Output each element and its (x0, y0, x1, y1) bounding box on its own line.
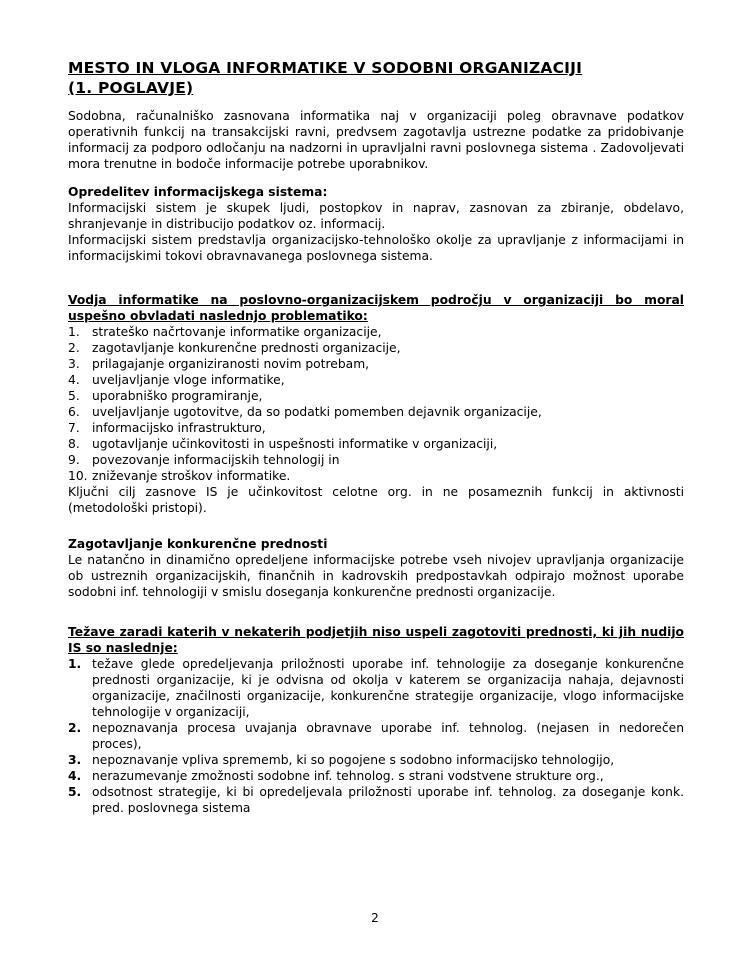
problems-heading: Težave zaradi katerih v nekaterih podjetjih niso uspeli zagotoviti prednosti, ki jih nudijo IS so naslednje: (68, 625, 684, 655)
list-item (68, 420, 684, 436)
list-item-number: 1. (68, 325, 80, 339)
list-item (68, 784, 684, 816)
list-item-text: težave glede opredeljevanja priložnosti uporabe inf. tehnologije za doseganje konkurenčne prednosti organizacije, ki je odvisna od okolja v katerem se organizacija nahaja, dejavnosti organizacije, značilnosti organizacije, konkurenčne strategije organizacije, vlogo informacijske tehnologije v organizaciji, (92, 657, 684, 719)
list-item-text: nepoznavanje vpliva sprememb, ki so pogojene s sodobno informacijsko tehnologijo, (92, 753, 615, 767)
list-item (68, 340, 684, 356)
list-item-text: uveljavljanje vloge informatike, (92, 373, 285, 387)
list-item-number: 3. (68, 753, 82, 767)
intro-paragraph: Sodobna, računalniško zasnovana informatika naj v organizaciji poleg obravnave podatkov operativnih funkcij na transakcijski ravni, predvsem zagotavlja ustrezne podatke za pridobivanje informacij za podporo odločanju na nadzorni in upravljalni ravni poslovnega sistema . Zadovoljevati mora trenutne in bodoče informacije potrebe uporabnikov. (68, 109, 684, 171)
list-item (68, 768, 684, 784)
list-item-text: nepoznavanja procesa uvajanja obravnave uporabe inf. tehnolog. (nejasen in nedorečen proces), (92, 721, 684, 751)
list-item-text: povezovanje informacijskih tehnologij in (92, 453, 340, 467)
list-item-text: ugotavljanje učinkovitosti in uspešnosti informatike v organizaciji, (92, 437, 498, 451)
title-line-2: (1. POGLAVJE) (68, 79, 194, 97)
list-item-text: prilagajanje organiziranosti novim potrebam, (92, 357, 370, 371)
manager-note: Ključni cilj zasnove IS je učinkovitost celotne org. in ne posameznih funkcij in aktivnosti (metodološki pristopi). (68, 485, 684, 515)
problems-list (68, 656, 684, 816)
list-item-text: zagotavljanje konkurenčne prednosti organizacije, (92, 341, 401, 355)
list-item-number: 5. (68, 785, 82, 799)
definition-heading: Opredelitev informacijskega sistema: (68, 185, 328, 199)
list-item-text: informacijsko infrastrukturo, (92, 421, 266, 435)
title-line-1: MESTO IN VLOGA INFORMATIKE V SODOBNI ORGANIZACIJI (68, 59, 583, 77)
list-item-text: uveljavljanje ugotovitve, da so podatki pomemben dejavnik organizacije, (92, 405, 542, 419)
list-item-text: zniževanje stroškov informatike. (92, 469, 291, 483)
list-item (68, 656, 684, 720)
list-item-number: 10. (68, 469, 88, 483)
list-item (68, 452, 684, 468)
list-item (68, 372, 684, 388)
list-item-text: uporabniško programiranje, (92, 389, 263, 403)
document-content (68, 58, 684, 816)
list-item (68, 324, 684, 340)
list-item-text: strateško načrtovanje informatike organizacije, (92, 325, 382, 339)
list-item (68, 720, 684, 752)
list-item (68, 752, 684, 768)
list-item-number: 4. (68, 769, 82, 783)
definition-paragraph-2: Informacijski sistem predstavlja organizacijsko-tehnološko okolje za upravljanje z informacijami in informacijskimi tokovi obravnavanega poslovnega sistema. (68, 233, 684, 263)
list-item-number: 5. (68, 389, 80, 403)
list-item (68, 468, 684, 484)
list-item (68, 404, 684, 420)
list-item-number: 9. (68, 453, 80, 467)
manager-list (68, 324, 684, 484)
list-item-number: 7. (68, 421, 80, 435)
manager-heading: Vodja informatike na poslovno-organizacijskem področju v organizaciji bo moral uspešno obvladati naslednjo problematiko: (68, 293, 684, 323)
definition-paragraph-1: Informacijski sistem je skupek ljudi, postopkov in naprav, zasnovan za zbiranje, obdelavo, shranjevanje in distribucijo podatkov oz. informacij. (68, 201, 684, 231)
list-item (68, 388, 684, 404)
list-item-number: 2. (68, 341, 80, 355)
list-item-text: odsotnost strategije, ki bi opredeljevala priložnosti uporabe inf. tehnolog. za doseganje konk. pred. poslovnega sistema (92, 785, 684, 815)
list-item-number: 8. (68, 437, 80, 451)
page-number: 2 (371, 911, 379, 925)
list-item-number: 2. (68, 721, 82, 735)
list-item-number: 3. (68, 357, 80, 371)
page-title (68, 58, 684, 98)
list-item-number: 4. (68, 373, 80, 387)
advantage-heading: Zagotavljanje konkurenčne prednosti (68, 537, 328, 551)
list-item-number: 6. (68, 405, 80, 419)
list-item (68, 356, 684, 372)
list-item-text: nerazumevanje zmožnosti sodobne inf. tehnolog. s strani vodstvene strukture org., (92, 769, 604, 783)
list-item-number: 1. (68, 657, 82, 671)
list-item (68, 436, 684, 452)
advantage-paragraph: Le natančno in dinamično opredeljene informacijske potrebe vseh nivojev upravljanja organizacije ob ustreznih organizacijskih, finančnih in kadrovskih predpostavkah odpirajo možnost uporabe sodobni inf. tehnologiji v smislu doseganja konkurenčne prednosti organizacije. (68, 553, 684, 599)
